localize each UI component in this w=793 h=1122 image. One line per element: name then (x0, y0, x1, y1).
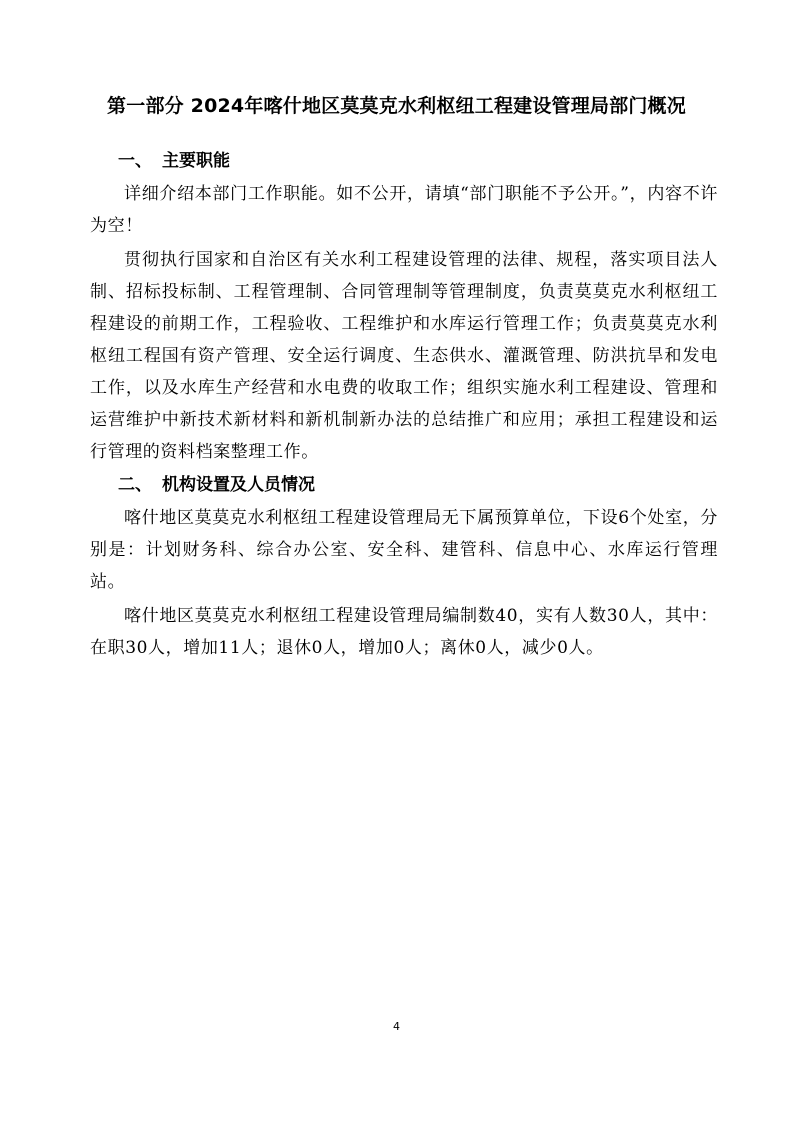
section-title: 机构设置及人员情况 (162, 475, 315, 495)
paragraph: 喀什地区莫莫克水利枢纽工程建设管理局编制数40，实有人数30人，其中：在职30人，增加11人；退休0人，增加0人；离休0人，减少0人。 (90, 606, 718, 658)
paragraph: 喀什地区莫莫克水利枢纽工程建设管理局无下属预算单位，下设6个处室，分别是：计划财务科、综合办公室、安全科、建管科、信息中心、水库运行管理站。 (90, 508, 718, 592)
paragraph: 详细介绍本部门工作职能。如不公开，请填“部门职能不予公开。”，内容不许为空！ (90, 184, 718, 236)
document-body (90, 144, 718, 664)
paragraph: 贯彻执行国家和自治区有关水利工程建设管理的法律、规程，落实项目法人制、招标投标制、工程管理制、合同管理制等管理制度，负责莫莫克水利枢纽工程建设的前期工作，工程验收、工程维护和水库运行管理工作；负责莫莫克水利枢纽工程国有资产管理、安全运行调度、生态供水、灌溉管理、防洪抗旱和发电工作，以及水库生产经营和水电费的收取工作；组织实施水利工程建设、管理和运营维护中新技术新材料和新机制新办法的总结推广和应用；承担工程建设和运行管理的资料档案整理工作。 (90, 250, 718, 462)
section-title: 主要职能 (162, 151, 230, 171)
section-number: 二、 (118, 475, 152, 495)
page-number: 4 (393, 1020, 400, 1033)
section-heading-organization (90, 468, 718, 502)
section-heading-functions (90, 144, 718, 178)
page-title: 第一部分 2024年喀什地区莫莫克水利枢纽工程建设管理局部门概况 (107, 95, 686, 117)
section-number: 一、 (118, 151, 152, 171)
